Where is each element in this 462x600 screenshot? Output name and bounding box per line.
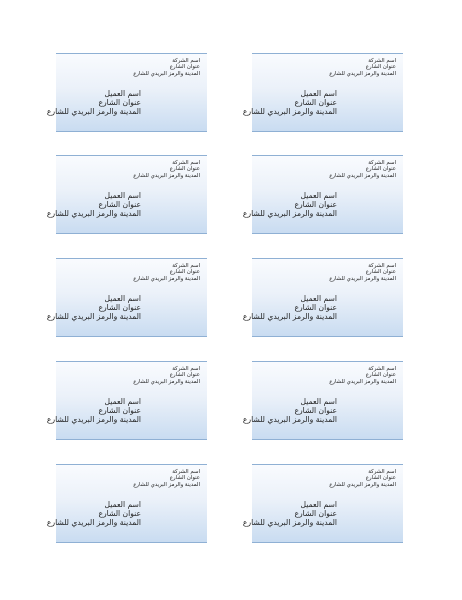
sender-company: اسم الشركة [368, 263, 396, 269]
recipient-address [47, 500, 141, 528]
sender-street: عنوان الشارع [365, 166, 396, 173]
sender-street: عنوان الشارع [365, 269, 396, 276]
recipient-city-zip: المدينة والرمز البريدي للشارع [242, 209, 337, 219]
recipient-address [243, 500, 337, 528]
recipient-city-zip: المدينة والرمز البريدي للشارع [46, 312, 141, 322]
recipient-street: عنوان الشارع [294, 509, 337, 519]
sender-city-zip: المدينة والرمز البريدي للشارع [329, 378, 396, 385]
recipient-street: عنوان الشارع [98, 200, 141, 210]
recipient-name: اسم العميل [104, 191, 141, 200]
recipient-city-zip: المدينة والرمز البريدي للشارع [242, 518, 337, 528]
recipient-street: عنوان الشارع [294, 98, 337, 108]
sender-company: اسم الشركة [368, 469, 396, 475]
recipient-city-zip: المدينة والرمز البريدي للشارع [46, 415, 141, 425]
recipient-name: اسم العميل [104, 89, 141, 98]
recipient-address [47, 191, 141, 219]
sender-street: عنوان الشارع [169, 475, 200, 482]
sender-address [329, 366, 396, 385]
sender-city-zip: المدينة والرمز البريدي للشارع [133, 275, 200, 282]
recipient-city-zip: المدينة والرمز البريدي للشارع [242, 415, 337, 425]
sender-city-zip: المدينة والرمز البريدي للشارع [329, 70, 396, 77]
sender-street: عنوان الشارع [169, 166, 200, 173]
recipient-address [243, 89, 337, 117]
sender-city-zip: المدينة والرمز البريدي للشارع [329, 481, 396, 488]
sender-street: عنوان الشارع [365, 64, 396, 71]
recipient-address [47, 89, 141, 117]
recipient-address [47, 397, 141, 425]
recipient-address [243, 397, 337, 425]
recipient-street: عنوان الشارع [98, 509, 141, 519]
sender-company: اسم الشركة [368, 366, 396, 372]
recipient-street: عنوان الشارع [294, 303, 337, 313]
recipient-name: اسم العميل [104, 500, 141, 509]
sender-city-zip: المدينة والرمز البريدي للشارع [133, 378, 200, 385]
shipping-label [46, 464, 207, 543]
sender-address [133, 263, 200, 282]
sender-city-zip: المدينة والرمز البريدي للشارع [133, 70, 200, 77]
sender-street: عنوان الشارع [169, 372, 200, 379]
sender-company: اسم الشركة [172, 469, 200, 475]
recipient-name: اسم العميل [300, 191, 337, 200]
sender-street: عنوان الشارع [169, 269, 200, 276]
recipient-name: اسم العميل [300, 294, 337, 303]
recipient-city-zip: المدينة والرمز البريدي للشارع [46, 209, 141, 219]
sender-address [329, 263, 396, 282]
sender-street: عنوان الشارع [365, 372, 396, 379]
recipient-street: عنوان الشارع [294, 406, 337, 416]
sender-address [133, 469, 200, 488]
sender-address [329, 58, 396, 77]
sender-company: اسم الشركة [172, 160, 200, 166]
recipient-city-zip: المدينة والرمز البريدي للشارع [46, 107, 141, 117]
shipping-label [242, 155, 403, 234]
recipient-city-zip: المدينة والرمز البريدي للشارع [46, 518, 141, 528]
sender-address [329, 469, 396, 488]
sender-city-zip: المدينة والرمز البريدي للشارع [329, 275, 396, 282]
recipient-street: عنوان الشارع [98, 98, 141, 108]
shipping-label [46, 53, 207, 132]
sender-address [329, 160, 396, 179]
sender-company: اسم الشركة [172, 58, 200, 64]
sender-street: عنوان الشارع [169, 64, 200, 71]
sender-address [133, 366, 200, 385]
sender-company: اسم الشركة [368, 160, 396, 166]
shipping-label [46, 258, 207, 337]
sender-address [133, 160, 200, 179]
recipient-name: اسم العميل [300, 397, 337, 406]
recipient-city-zip: المدينة والرمز البريدي للشارع [242, 312, 337, 322]
sender-address [133, 58, 200, 77]
recipient-street: عنوان الشارع [98, 303, 141, 313]
sender-company: اسم الشركة [172, 263, 200, 269]
recipient-street: عنوان الشارع [294, 200, 337, 210]
shipping-label [46, 361, 207, 440]
recipient-street: عنوان الشارع [98, 406, 141, 416]
recipient-name: اسم العميل [300, 89, 337, 98]
sender-city-zip: المدينة والرمز البريدي للشارع [133, 172, 200, 179]
recipient-address [243, 294, 337, 322]
recipient-name: اسم العميل [104, 294, 141, 303]
recipient-city-zip: المدينة والرمز البريدي للشارع [242, 107, 337, 117]
sender-city-zip: المدينة والرمز البريدي للشارع [329, 172, 396, 179]
recipient-address [47, 294, 141, 322]
recipient-name: اسم العميل [300, 500, 337, 509]
recipient-name: اسم العميل [104, 397, 141, 406]
shipping-label [242, 464, 403, 543]
sender-company: اسم الشركة [368, 58, 396, 64]
shipping-label [46, 155, 207, 234]
recipient-address [243, 191, 337, 219]
sender-city-zip: المدينة والرمز البريدي للشارع [133, 481, 200, 488]
sender-company: اسم الشركة [172, 366, 200, 372]
shipping-label [242, 361, 403, 440]
shipping-label [242, 258, 403, 337]
sender-street: عنوان الشارع [365, 475, 396, 482]
shipping-label [242, 53, 403, 132]
